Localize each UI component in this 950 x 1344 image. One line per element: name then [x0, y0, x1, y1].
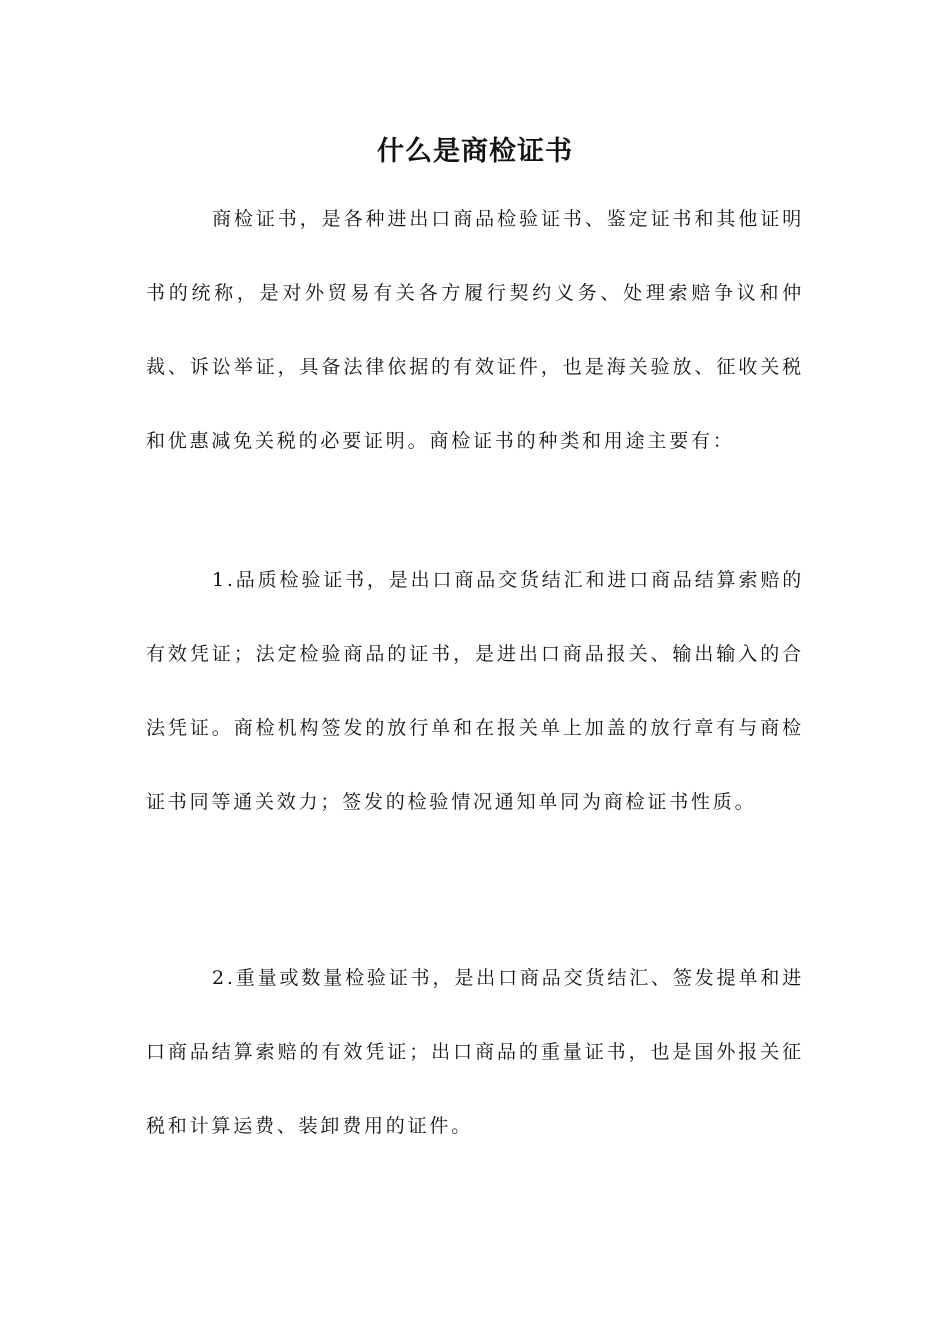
paragraph-intro: 商检证书，是各种进出口商品检验证书、鉴定证书和其他证明书的统称，是对外贸易有关各方履行契约义务、处理索赔争议和仲裁、诉讼举证，具备法律依据的有效证件，也是海关验放、征收关税和优惠减免关税的必要证明。商检证书的种类和用途主要有：	[146, 208, 804, 452]
document-title: 什么是商检证书	[377, 136, 573, 167]
paragraph-quality-certificate: 1.品质检验证书，是出口商品交货结汇和进口商品结算索赔的有效凭证；法定检验商品的证书，是进出口商品报关、输出输入的合法凭证。商检机构签发的放行单和在报关单上加盖的放行章有与商检证书同等通关效力；签发的检验情况通知单同为商检证书性质。	[146, 569, 804, 813]
paragraph-weight-certificate: 2.重量或数量检验证书，是出口商品交货结汇、签发提单和进口商品结算索赔的有效凭证；出口商品的重量证书，也是国外报关征税和计算运费、装卸费用的证件。	[146, 967, 804, 1137]
